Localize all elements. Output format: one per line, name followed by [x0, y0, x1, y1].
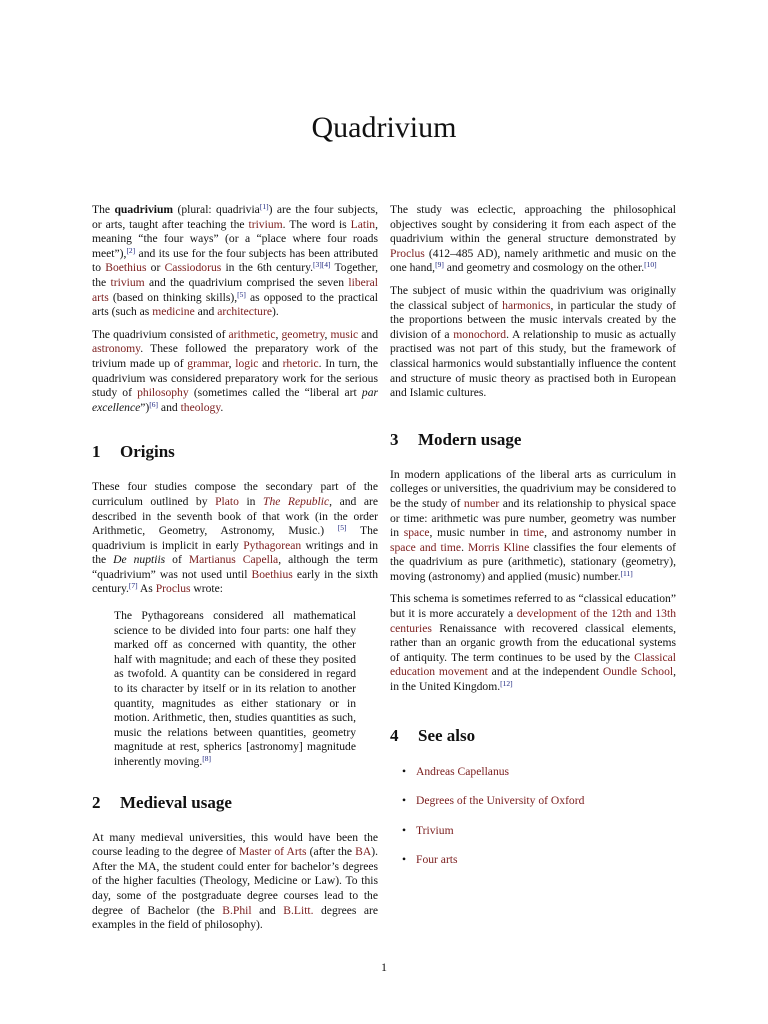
origins-paragraph-1: These four studies compose the secondary part of the curriculum outlined by Plato in The Republic, and are described in the seventh book of that work (in the order Arithmetic, Geometry, Astronomy, Music.) [5] The quadrivium is implicit in early Pythagorean writings and in the De nuptiis of Martianus Capella, although the term “quadrivium” was not used until Boethius early in the sixth century.[7] As Proclus wrote: [92, 480, 379, 596]
inline-link[interactable]: trivium [110, 275, 145, 289]
reference-link[interactable]: [5] [237, 289, 246, 299]
medieval-paragraph-3: The subject of music within the quadrivium was originally the classical subject of harmonics, in particular the study of the proportions between the music intervals created by the division of a monochord. A relationship to music as actually practised was not part of this study, but the framework of classical harmonics would substantially influence the content and structure of music theory as practised both in European and Islamic cultures. [390, 283, 676, 400]
section-title: See also [418, 725, 476, 745]
reference-link[interactable]: [9] [435, 260, 444, 270]
section-number: 4 [390, 725, 399, 745]
intro-paragraph-2: The quadrivium consisted of arithmetic, geometry, music and astronomy. These followed the preparatory work of the trivium made up of grammar, logic and rhetoric. In turn, the quadrivium was considered preparatory work for the serious study of philosophy (sometimes called the “liberal art par excellence”)[6] and theology. [92, 327, 379, 414]
reference-link[interactable]: [5] [337, 523, 347, 533]
inline-link[interactable]: Martianus Capella [188, 553, 279, 567]
inline-link[interactable]: B.Litt. [283, 903, 314, 917]
inline-link[interactable]: BA [355, 845, 372, 859]
section-number: 1 [92, 442, 101, 462]
inline-link[interactable]: space [403, 526, 430, 540]
see-also-item[interactable] [390, 765, 676, 780]
section-title: Medieval usage [120, 792, 232, 812]
inline-link[interactable]: grammar [187, 356, 229, 370]
bullet-icon: • [402, 794, 407, 808]
see-also-link[interactable]: Degrees of the University of Oxford [416, 794, 585, 808]
inline-link[interactable]: Classical education movement [390, 650, 676, 679]
inline-link[interactable]: liberal arts [92, 275, 379, 304]
reference-link[interactable]: [8] [202, 754, 211, 763]
inline-link[interactable]: architecture [217, 305, 272, 319]
inline-link[interactable]: Plato [215, 494, 239, 508]
see-also-list [390, 765, 676, 868]
see-also-link[interactable]: Andreas Capellanus [416, 764, 510, 778]
inline-link[interactable]: Proclus [155, 582, 191, 596]
inline-link[interactable]: space and time [390, 540, 462, 554]
inline-link[interactable]: trivium [248, 217, 283, 231]
right-column [390, 203, 676, 883]
reference-link[interactable]: [1] [259, 202, 269, 211]
inline-link[interactable]: arithmetic [228, 327, 276, 341]
medieval-paragraph-1: At many medieval universities, this would have been the course leading to the degree of Master of Arts (after the BA). After the MA, the student could enter for bachelor’s degrees of the higher faculties (Theology, Medicine or Law). To this day, some of the postgraduate degree courses lead to the degree of Bachelor (the B.Phil and B.Litt. degrees are examples in the field of philosophy). [92, 830, 379, 932]
inline-link[interactable]: music [330, 327, 359, 341]
inline-link[interactable]: rhetoric [282, 356, 319, 370]
see-also-link[interactable]: Four arts [416, 853, 458, 867]
inline-link[interactable]: geometry [281, 327, 325, 341]
reference-link[interactable]: [3][4] [313, 260, 331, 270]
section-number: 3 [390, 429, 399, 449]
bullet-icon: • [402, 764, 407, 778]
section-heading-medieval [92, 792, 378, 814]
inline-link[interactable]: B.Phil [222, 903, 252, 917]
inline-link[interactable]: Boethius [251, 567, 293, 581]
reference-link[interactable]: [12] [500, 679, 513, 689]
inline-link[interactable]: Morris Kline [467, 540, 530, 554]
left-column [92, 203, 378, 941]
inline-link[interactable]: development of the 12th and 13th centuries [390, 607, 676, 635]
see-also-link[interactable]: Trivium [416, 823, 454, 837]
inline-link[interactable]: theology [180, 400, 221, 414]
see-also-item[interactable] [390, 794, 676, 809]
see-also-item[interactable] [390, 853, 676, 868]
inline-link[interactable]: logic [235, 356, 259, 370]
inline-link[interactable]: Boethius [105, 261, 147, 275]
inline-link[interactable]: Latin [350, 217, 376, 231]
reference-link[interactable]: [7] [128, 581, 138, 591]
inline-link[interactable]: time [523, 526, 545, 540]
bullet-icon: • [402, 823, 407, 837]
proclus-quote [92, 609, 378, 770]
inline-link[interactable]: astronomy [92, 342, 141, 356]
modern-paragraph-2: This schema is sometimes referred to as “classical education” but it is more accurately a development of the 12th and 13th centuries Renaissance with recovered classical elements, rather than an organic growth from the educational systems of antiquity. The term continues to be used by the Classical education movement and at the independent Oundle School, in the United Kingdom.[12] [390, 592, 676, 694]
reference-link[interactable]: [11] [620, 568, 633, 578]
section-heading-see-also [390, 725, 676, 747]
inline-link[interactable]: harmonics [502, 298, 551, 312]
reference-link[interactable]: [2] [126, 245, 136, 255]
inline-link[interactable]: The Republic [263, 494, 330, 508]
medieval-paragraph-2: The study was eclectic, approaching the philosophical objectives sought by considering it from each aspect of the quadrivium within the general structure demonstrated by Proclus (412–485 AD), namely arithmetic and music on the one hand,[9] and geometry and cosmology on the other.[10] [390, 203, 676, 275]
reference-link[interactable]: [10] [644, 260, 657, 270]
inline-link[interactable]: Master of Arts [239, 845, 307, 859]
reference-link[interactable]: [6] [149, 399, 159, 409]
inline-link[interactable]: Oundle School [602, 665, 674, 679]
page-title: Quadrivium [311, 111, 457, 144]
inline-link[interactable]: monochord [453, 327, 507, 341]
inline-link[interactable]: philosophy [137, 386, 189, 400]
inline-link[interactable]: Pythagorean [243, 538, 302, 552]
modern-paragraph-1: In modern applications of the liberal arts as curriculum in colleges or universities, the quadrivium may be considered to be the study of number and its relationship to physical space or time: arithmetic was pure number, geometry was number in space, music number in time, and astronomy number in space and time. Morris Kline classifies the four elements of the quadrivium as pure (arithmetic), stationary (geometry), moving (astronomy) and applied (music) number.[11] [390, 467, 677, 583]
section-heading-origins [92, 441, 378, 463]
inline-link[interactable]: medicine [152, 305, 195, 319]
section-number: 2 [92, 792, 101, 812]
bullet-icon: • [402, 853, 407, 867]
quote-text: The Pythagoreans considered all mathematical science to be divided into four parts: one half they marked off as concerned with quantity, the other half with magnitude; and each of these they posited as twofold. A quantity can be considered in regard to its character by itself or in its relation to another quantity, magnitudes as either stationary or in motion. Arithmetic, then, studies quantities as such, music the relations between quantities, geometry magnitude at rest, spherics [astronomy] magnitude inherently moving.[8] [114, 609, 356, 768]
see-also-item[interactable] [390, 824, 676, 839]
intro-paragraph-1: The quadrivium (plural: quadrivia[1]) are the four subjects, or arts, taught after teaching the trivium. The word is Latin, meaning “the four ways” (or a “place where four roads meet”),[2] and its use for the four subjects has been attributed to Boethius or Cassiodorus in the 6th century.[3][4] Together, the trivium and the quadrivium comprised the seven liberal arts (based on thinking skills),[5] as opposed to the practical arts (such as medicine and architecture). [92, 202, 379, 319]
inline-link[interactable]: Cassiodorus [164, 261, 222, 275]
section-heading-modern [390, 429, 676, 451]
inline-link[interactable]: Proclus [390, 246, 425, 260]
page-number: 1 [381, 960, 387, 974]
section-title: Origins [120, 442, 175, 462]
section-title: Modern usage [418, 429, 522, 449]
inline-link[interactable]: number [463, 496, 500, 510]
